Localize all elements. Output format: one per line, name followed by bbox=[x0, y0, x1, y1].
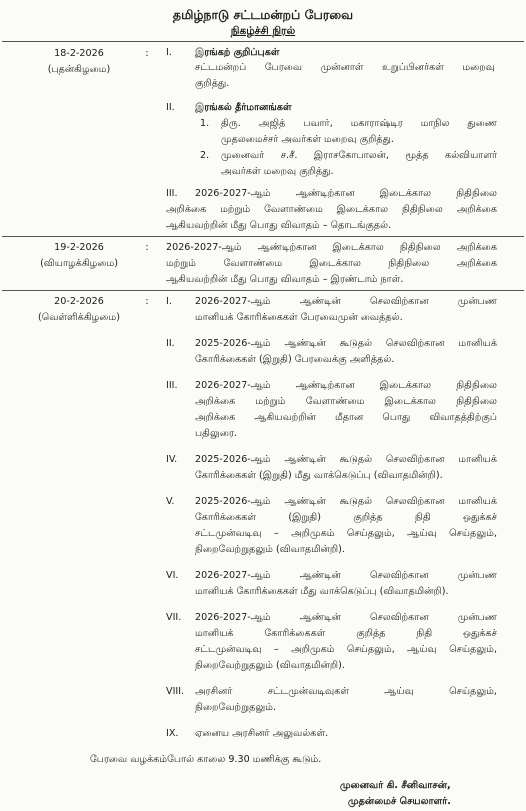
subitem-line: திரு. அஜித் பவார், மகாராஷ்டிர மாநில துணை bbox=[221, 118, 497, 129]
day1-date: 18-2-2026 bbox=[54, 48, 104, 59]
item-number: II. bbox=[166, 102, 175, 113]
item-line: 2026-2027-ஆம் ஆண்டின் செலவிற்கான முன்பண bbox=[195, 612, 497, 623]
day2-line: 2026-2027-ஆம் ஆண்டிற்கான இடைக்கால நிதிநிலை அறிக்கை bbox=[166, 242, 497, 253]
divider bbox=[2, 236, 524, 237]
subitem-line: அவர்கள் மறைவு குறித்து. bbox=[221, 166, 334, 177]
item-number: IV. bbox=[166, 454, 178, 465]
item-line: அறிக்கை மற்றும் வேளாண்மை இடைக்கால நிதிநிலை bbox=[195, 396, 497, 407]
day2-weekday: (வியாழக்கிழமை) bbox=[40, 258, 118, 269]
item-line: கோரிக்கைகள் (இறுதி) குறித்த நிதி ஒதுக்கச் bbox=[195, 512, 497, 523]
item-line: சட்டமுன்வடிவு – அறிமுகம் செய்தலும், ஆய்வு செய்தலும், bbox=[195, 644, 497, 655]
day2-colon: : bbox=[145, 242, 149, 253]
day2-line: ஆகியவற்றின் மீது பொது விவாதம் – இரண்டாம் நாள். bbox=[166, 274, 404, 285]
day3-date: 20-2-2026 bbox=[54, 296, 104, 307]
item-line: 2026-2027-ஆம் ஆண்டிற்கான இடைக்கால நிதிநிலை bbox=[195, 380, 497, 391]
item-line: பதிலுரை. bbox=[195, 428, 237, 439]
item-line: 2025-2026-ஆம் ஆண்டின் கூடுதல் செலவிற்கான மானியக் bbox=[195, 496, 497, 507]
item-number: VI. bbox=[166, 570, 179, 581]
item-number: I. bbox=[166, 47, 172, 58]
item-number: VIII. bbox=[166, 686, 185, 697]
item-line: நிறைவேற்றுதலும். bbox=[195, 702, 276, 713]
day2-line: மற்றும் வேளாண்மை இடைக்கால நிதிநிலை அறிக்கை bbox=[166, 258, 497, 269]
item-line: 2025-2026-ஆம் ஆண்டின் கூடுதல் செலவிற்கான மானியக் bbox=[195, 338, 497, 349]
item-line: மானியக் கோரிக்கைகள் குறித்த நிதி ஒதுக்கச் bbox=[195, 628, 497, 639]
item-number: I. bbox=[166, 296, 172, 307]
item-heading: இரங்கற் குறிப்புகள் bbox=[195, 47, 280, 58]
item-line: நிறைவேற்றுதலும் (விவாதமின்றி). bbox=[195, 544, 345, 555]
item-line: மானியக் கோரிக்கைகள் பேரவைமுன் வைத்தல். bbox=[195, 312, 403, 323]
item-line: சட்டமன்றப் பேரவை முன்னாள் உறுப்பினர்கள் மறைவு bbox=[195, 62, 495, 73]
day3-colon: : bbox=[145, 296, 149, 307]
item-line: நிறைவேற்றுதலும் (விவாதமின்றி). bbox=[195, 660, 345, 671]
item-number: III. bbox=[166, 188, 178, 199]
item-line: கோரிக்கைகள் (இறுதி) மீது வாக்கெடுப்பு (விவாதமின்றி). bbox=[195, 470, 443, 481]
item-line: 2026-2027-ஆம் ஆண்டிற்கான இடைக்கால நிதிநிலை bbox=[195, 188, 497, 199]
item-number: VII. bbox=[166, 612, 182, 623]
signatory-title: முதன்மைச் செயலாளர். bbox=[348, 796, 451, 807]
day1-colon: : bbox=[145, 48, 149, 59]
day2-date: 19-2-2026 bbox=[54, 242, 104, 253]
item-line: சட்டமுன்வடிவு – அறிமுகம் செய்தலும், ஆய்வு செய்தலும், bbox=[195, 528, 497, 539]
item-line: ஆகியவற்றின் மீது பொது விவாதம் – தொடங்குதல். bbox=[166, 220, 392, 231]
item-line: 2025-2026-ஆம் ஆண்டின் கூடுதல் செலவிற்கான மானியக் bbox=[195, 454, 497, 465]
signatory-name: முனைவர் கி. சீனிவாசன், bbox=[340, 780, 451, 791]
subitem-number: 1. bbox=[200, 118, 210, 129]
item-number: IX. bbox=[166, 728, 179, 739]
divider bbox=[2, 290, 524, 291]
item-line: அரசினர் சட்டமுன்வடிவுகள் ஆய்வு செய்தலும், bbox=[195, 686, 497, 697]
item-line: அறிக்கை மற்றும் வேளாண்மை இடைக்கால நிதிநிலை அறிக்கை bbox=[166, 204, 497, 215]
document-subtitle: நிகழ்ச்சி நிரல் bbox=[230, 25, 296, 37]
item-number: II. bbox=[166, 338, 175, 349]
sitting-time-note: பேரவை வழக்கம்போல் காலை 9.30 மணிக்கு கூடும். bbox=[90, 754, 322, 765]
subitem-number: 2. bbox=[200, 150, 210, 161]
subitem-line: முதலமைச்சர் அவர்கள் மறைவு குறித்து. bbox=[221, 134, 394, 145]
item-line: 2026-2027-ஆம் ஆண்டின் செலவிற்கான முன்பண bbox=[195, 570, 497, 581]
item-number: V. bbox=[166, 496, 175, 507]
item-line: ஏனைய அரசினர் அலுவல்கள். bbox=[195, 728, 329, 739]
top-divider bbox=[2, 41, 524, 42]
item-line: 2026-2027-ஆம் ஆண்டின் செலவிற்கான முன்பண bbox=[195, 296, 497, 307]
item-line: கோரிக்கைகள் (இறுதி) பேரவைக்கு அளித்தல். bbox=[195, 354, 395, 365]
item-heading: இரங்கல் தீர்மானங்கள் bbox=[195, 102, 292, 113]
day3-weekday: (வெள்ளிக்கிழமை) bbox=[38, 312, 120, 323]
item-line: குறித்து. bbox=[195, 78, 230, 89]
subitem-line: முனைவர் ச.சீ. இராசகோபாலன், மூத்த கல்வியாளர் bbox=[221, 150, 497, 161]
day1-weekday: (புதன்கிழமை) bbox=[47, 64, 111, 75]
item-line: மானியக் கோரிக்கைகள் மீது வாக்கெடுப்பு (விவாதமின்றி). bbox=[195, 586, 449, 597]
document-title: தமிழ்நாடு சட்டமன்றப் பேரவை bbox=[172, 7, 354, 22]
item-number: III. bbox=[166, 380, 178, 391]
item-line: அறிக்கை ஆகியவற்றின் மீதான பொது விவாதத்திற்குப் bbox=[195, 412, 497, 423]
